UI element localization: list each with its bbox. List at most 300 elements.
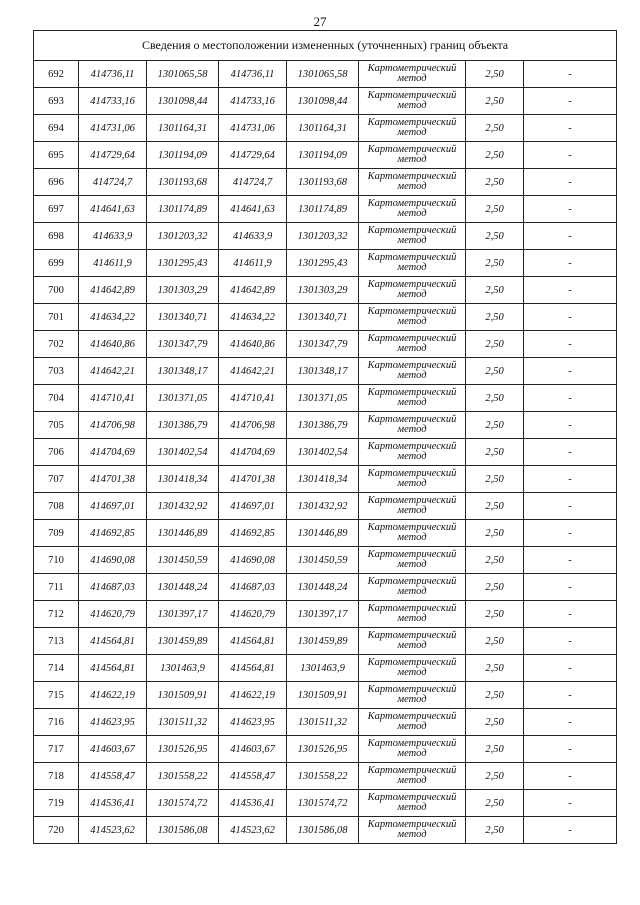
x-coordinate-refined: 414697,01 [219, 493, 287, 520]
determination-method [359, 61, 466, 88]
y-coordinate-existing: 1301348,17 [147, 358, 219, 385]
method-line-1: Картометрический [367, 792, 457, 803]
method-line-2: метод [397, 208, 427, 219]
table-body [34, 31, 617, 844]
description-value: - [524, 520, 617, 547]
table-row [34, 547, 617, 574]
method-line-1: Картометрический [367, 630, 457, 641]
y-coordinate-refined: 1301446,89 [287, 520, 359, 547]
x-coordinate-existing: 414611,9 [79, 250, 147, 277]
method-line-2: метод [397, 451, 427, 462]
x-coordinate-existing: 414623,95 [79, 709, 147, 736]
x-coordinate-refined: 414736,11 [219, 61, 287, 88]
table-row [34, 196, 617, 223]
point-number: 717 [34, 736, 79, 763]
method-line-2: метод [397, 694, 427, 705]
x-coordinate-existing: 414697,01 [79, 493, 147, 520]
table-row [34, 223, 617, 250]
description-value: - [524, 412, 617, 439]
x-coordinate-refined: 414642,89 [219, 277, 287, 304]
description-value: - [524, 223, 617, 250]
y-coordinate-refined: 1301386,79 [287, 412, 359, 439]
method-line-1: Картометрический [367, 441, 457, 452]
description-value: - [524, 709, 617, 736]
y-coordinate-existing: 1301526,95 [147, 736, 219, 763]
accuracy-value: 2,50 [466, 763, 524, 790]
x-coordinate-existing: 414724,7 [79, 169, 147, 196]
method-line-2: метод [397, 775, 427, 786]
y-coordinate-refined: 1301164,31 [287, 115, 359, 142]
x-coordinate-existing: 414701,38 [79, 466, 147, 493]
method-line-2: метод [397, 262, 427, 273]
method-line-2: метод [397, 505, 427, 516]
description-value: - [524, 466, 617, 493]
description-value: - [524, 601, 617, 628]
y-coordinate-existing: 1301164,31 [147, 115, 219, 142]
determination-method [359, 142, 466, 169]
point-number: 698 [34, 223, 79, 250]
y-coordinate-refined: 1301295,43 [287, 250, 359, 277]
method-line-2: метод [397, 829, 427, 840]
y-coordinate-existing: 1301397,17 [147, 601, 219, 628]
x-coordinate-refined: 414633,9 [219, 223, 287, 250]
method-line-1: Картометрический [367, 468, 457, 479]
x-coordinate-refined: 414642,21 [219, 358, 287, 385]
description-value: - [524, 358, 617, 385]
y-coordinate-existing: 1301347,79 [147, 331, 219, 358]
determination-method [359, 709, 466, 736]
x-coordinate-existing: 414536,41 [79, 790, 147, 817]
table-row [34, 628, 617, 655]
y-coordinate-refined: 1301397,17 [287, 601, 359, 628]
method-line-2: метод [397, 73, 427, 84]
y-coordinate-existing: 1301463,9 [147, 655, 219, 682]
method-line-1: Картометрический [367, 90, 457, 101]
table-row [34, 331, 617, 358]
point-number: 701 [34, 304, 79, 331]
method-line-1: Картометрический [367, 765, 457, 776]
determination-method [359, 115, 466, 142]
accuracy-value: 2,50 [466, 493, 524, 520]
x-coordinate-existing: 414620,79 [79, 601, 147, 628]
x-coordinate-refined: 414622,19 [219, 682, 287, 709]
method-line-1: Картометрический [367, 306, 457, 317]
table-row [34, 439, 617, 466]
accuracy-value: 2,50 [466, 358, 524, 385]
method-line-2: метод [397, 640, 427, 651]
table-row [34, 412, 617, 439]
y-coordinate-existing: 1301065,58 [147, 61, 219, 88]
accuracy-value: 2,50 [466, 304, 524, 331]
y-coordinate-refined: 1301347,79 [287, 331, 359, 358]
description-value: - [524, 250, 617, 277]
determination-method [359, 385, 466, 412]
y-coordinate-refined: 1301509,91 [287, 682, 359, 709]
method-line-2: метод [397, 586, 427, 597]
determination-method [359, 493, 466, 520]
point-number: 704 [34, 385, 79, 412]
description-value: - [524, 547, 617, 574]
method-line-2: метод [397, 181, 427, 192]
y-coordinate-refined: 1301194,09 [287, 142, 359, 169]
y-coordinate-existing: 1301586,08 [147, 817, 219, 844]
table-row [34, 304, 617, 331]
description-value: - [524, 574, 617, 601]
x-coordinate-existing: 414642,89 [79, 277, 147, 304]
description-value: - [524, 655, 617, 682]
x-coordinate-existing: 414736,11 [79, 61, 147, 88]
y-coordinate-existing: 1301450,59 [147, 547, 219, 574]
description-value: - [524, 385, 617, 412]
y-coordinate-refined: 1301448,24 [287, 574, 359, 601]
determination-method [359, 682, 466, 709]
x-coordinate-existing: 414729,64 [79, 142, 147, 169]
x-coordinate-refined: 414634,22 [219, 304, 287, 331]
y-coordinate-refined: 1301558,22 [287, 763, 359, 790]
y-coordinate-existing: 1301402,54 [147, 439, 219, 466]
y-coordinate-refined: 1301402,54 [287, 439, 359, 466]
method-line-2: метод [397, 100, 427, 111]
accuracy-value: 2,50 [466, 709, 524, 736]
x-coordinate-refined: 414729,64 [219, 142, 287, 169]
accuracy-value: 2,50 [466, 385, 524, 412]
accuracy-value: 2,50 [466, 817, 524, 844]
determination-method [359, 196, 466, 223]
determination-method [359, 169, 466, 196]
x-coordinate-existing: 414523,62 [79, 817, 147, 844]
y-coordinate-existing: 1301203,32 [147, 223, 219, 250]
x-coordinate-refined: 414731,06 [219, 115, 287, 142]
method-line-2: метод [397, 721, 427, 732]
point-number: 716 [34, 709, 79, 736]
y-coordinate-existing: 1301295,43 [147, 250, 219, 277]
method-line-1: Картометрический [367, 360, 457, 371]
point-number: 712 [34, 601, 79, 628]
x-coordinate-refined: 414564,81 [219, 628, 287, 655]
determination-method [359, 358, 466, 385]
point-number: 720 [34, 817, 79, 844]
table-row [34, 466, 617, 493]
description-value: - [524, 277, 617, 304]
point-number: 718 [34, 763, 79, 790]
y-coordinate-refined: 1301065,58 [287, 61, 359, 88]
point-number: 693 [34, 88, 79, 115]
x-coordinate-refined: 414706,98 [219, 412, 287, 439]
point-number: 700 [34, 277, 79, 304]
determination-method [359, 655, 466, 682]
determination-method [359, 223, 466, 250]
accuracy-value: 2,50 [466, 196, 524, 223]
table-row [34, 61, 617, 88]
point-number: 713 [34, 628, 79, 655]
point-number: 703 [34, 358, 79, 385]
table-row [34, 358, 617, 385]
method-line-2: метод [397, 343, 427, 354]
accuracy-value: 2,50 [466, 142, 524, 169]
method-line-1: Картометрический [367, 657, 457, 668]
table-row [34, 655, 617, 682]
x-coordinate-refined: 414687,03 [219, 574, 287, 601]
x-coordinate-refined: 414640,86 [219, 331, 287, 358]
x-coordinate-existing: 414558,47 [79, 763, 147, 790]
point-number: 696 [34, 169, 79, 196]
determination-method [359, 817, 466, 844]
y-coordinate-refined: 1301511,32 [287, 709, 359, 736]
accuracy-value: 2,50 [466, 250, 524, 277]
y-coordinate-existing: 1301446,89 [147, 520, 219, 547]
table-row [34, 169, 617, 196]
method-line-1: Картометрический [367, 279, 457, 290]
boundary-coordinates-table [33, 30, 617, 844]
x-coordinate-refined: 414558,47 [219, 763, 287, 790]
accuracy-value: 2,50 [466, 466, 524, 493]
point-number: 710 [34, 547, 79, 574]
description-value: - [524, 142, 617, 169]
table-row [34, 790, 617, 817]
method-line-1: Картометрический [367, 495, 457, 506]
x-coordinate-refined: 414641,63 [219, 196, 287, 223]
method-line-1: Картометрический [367, 333, 457, 344]
table-row [34, 88, 617, 115]
accuracy-value: 2,50 [466, 277, 524, 304]
method-line-2: метод [397, 424, 427, 435]
accuracy-value: 2,50 [466, 61, 524, 88]
table-row [34, 520, 617, 547]
point-number: 692 [34, 61, 79, 88]
method-line-2: метод [397, 235, 427, 246]
y-coordinate-existing: 1301574,72 [147, 790, 219, 817]
y-coordinate-existing: 1301558,22 [147, 763, 219, 790]
method-line-2: метод [397, 370, 427, 381]
y-coordinate-existing: 1301511,32 [147, 709, 219, 736]
method-line-1: Картометрический [367, 684, 457, 695]
table-row [34, 763, 617, 790]
y-coordinate-existing: 1301448,24 [147, 574, 219, 601]
accuracy-value: 2,50 [466, 790, 524, 817]
method-line-2: метод [397, 154, 427, 165]
y-coordinate-refined: 1301098,44 [287, 88, 359, 115]
determination-method [359, 574, 466, 601]
accuracy-value: 2,50 [466, 628, 524, 655]
y-coordinate-refined: 1301193,68 [287, 169, 359, 196]
determination-method [359, 331, 466, 358]
y-coordinate-existing: 1301509,91 [147, 682, 219, 709]
accuracy-value: 2,50 [466, 682, 524, 709]
method-line-1: Картометрический [367, 171, 457, 182]
accuracy-value: 2,50 [466, 520, 524, 547]
table-row [34, 277, 617, 304]
accuracy-value: 2,50 [466, 601, 524, 628]
x-coordinate-existing: 414564,81 [79, 628, 147, 655]
description-value: - [524, 682, 617, 709]
method-line-1: Картометрический [367, 819, 457, 830]
method-line-2: метод [397, 559, 427, 570]
table-row [34, 682, 617, 709]
method-line-1: Картометрический [367, 522, 457, 533]
method-line-1: Картометрический [367, 387, 457, 398]
description-value: - [524, 115, 617, 142]
y-coordinate-refined: 1301459,89 [287, 628, 359, 655]
determination-method [359, 736, 466, 763]
table-row [34, 493, 617, 520]
y-coordinate-existing: 1301340,71 [147, 304, 219, 331]
x-coordinate-refined: 414523,62 [219, 817, 287, 844]
determination-method [359, 439, 466, 466]
description-value: - [524, 304, 617, 331]
table-row [34, 250, 617, 277]
determination-method [359, 628, 466, 655]
determination-method [359, 412, 466, 439]
method-line-1: Картометрический [367, 549, 457, 560]
point-number: 719 [34, 790, 79, 817]
method-line-2: метод [397, 532, 427, 543]
point-number: 705 [34, 412, 79, 439]
determination-method [359, 250, 466, 277]
y-coordinate-refined: 1301203,32 [287, 223, 359, 250]
determination-method [359, 520, 466, 547]
y-coordinate-refined: 1301418,34 [287, 466, 359, 493]
x-coordinate-refined: 414692,85 [219, 520, 287, 547]
description-value: - [524, 61, 617, 88]
method-line-2: метод [397, 316, 427, 327]
y-coordinate-refined: 1301348,17 [287, 358, 359, 385]
determination-method [359, 304, 466, 331]
determination-method [359, 466, 466, 493]
point-number: 702 [34, 331, 79, 358]
table-row [34, 736, 617, 763]
point-number: 706 [34, 439, 79, 466]
method-line-1: Картометрический [367, 63, 457, 74]
y-coordinate-refined: 1301174,89 [287, 196, 359, 223]
y-coordinate-refined: 1301463,9 [287, 655, 359, 682]
description-value: - [524, 817, 617, 844]
point-number: 708 [34, 493, 79, 520]
method-line-2: метод [397, 802, 427, 813]
method-line-1: Картометрический [367, 144, 457, 155]
point-number: 707 [34, 466, 79, 493]
y-coordinate-refined: 1301574,72 [287, 790, 359, 817]
y-coordinate-refined: 1301371,05 [287, 385, 359, 412]
description-value: - [524, 331, 617, 358]
description-value: - [524, 439, 617, 466]
x-coordinate-existing: 414622,19 [79, 682, 147, 709]
method-line-1: Картометрический [367, 738, 457, 749]
method-line-1: Картометрический [367, 117, 457, 128]
determination-method [359, 88, 466, 115]
table-row [34, 601, 617, 628]
method-line-1: Картометрический [367, 711, 457, 722]
method-line-1: Картометрический [367, 414, 457, 425]
x-coordinate-existing: 414640,86 [79, 331, 147, 358]
x-coordinate-refined: 414620,79 [219, 601, 287, 628]
x-coordinate-existing: 414687,03 [79, 574, 147, 601]
description-value: - [524, 628, 617, 655]
y-coordinate-existing: 1301418,34 [147, 466, 219, 493]
x-coordinate-existing: 414710,41 [79, 385, 147, 412]
method-line-1: Картометрический [367, 225, 457, 236]
y-coordinate-refined: 1301432,92 [287, 493, 359, 520]
point-number: 695 [34, 142, 79, 169]
y-coordinate-refined: 1301303,29 [287, 277, 359, 304]
x-coordinate-refined: 414623,95 [219, 709, 287, 736]
accuracy-value: 2,50 [466, 331, 524, 358]
accuracy-value: 2,50 [466, 547, 524, 574]
accuracy-value: 2,50 [466, 88, 524, 115]
determination-method [359, 763, 466, 790]
method-line-2: метод [397, 127, 427, 138]
x-coordinate-refined: 414704,69 [219, 439, 287, 466]
point-number: 697 [34, 196, 79, 223]
x-coordinate-existing: 414641,63 [79, 196, 147, 223]
page-number: 27 [313, 14, 327, 29]
y-coordinate-existing: 1301459,89 [147, 628, 219, 655]
method-line-1: Картометрический [367, 603, 457, 614]
x-coordinate-refined: 414611,9 [219, 250, 287, 277]
table-row [34, 142, 617, 169]
table-row [34, 385, 617, 412]
method-line-2: метод [397, 667, 427, 678]
y-coordinate-existing: 1301386,79 [147, 412, 219, 439]
point-number: 711 [34, 574, 79, 601]
determination-method [359, 601, 466, 628]
x-coordinate-refined: 414564,81 [219, 655, 287, 682]
description-value: - [524, 169, 617, 196]
table-row [34, 115, 617, 142]
point-number: 699 [34, 250, 79, 277]
description-value: - [524, 196, 617, 223]
y-coordinate-existing: 1301432,92 [147, 493, 219, 520]
accuracy-value: 2,50 [466, 439, 524, 466]
x-coordinate-existing: 414731,06 [79, 115, 147, 142]
x-coordinate-existing: 414633,9 [79, 223, 147, 250]
point-number: 715 [34, 682, 79, 709]
x-coordinate-refined: 414603,67 [219, 736, 287, 763]
table-header-row [34, 31, 617, 61]
y-coordinate-refined: 1301340,71 [287, 304, 359, 331]
method-line-2: метод [397, 289, 427, 300]
method-line-2: метод [397, 748, 427, 759]
x-coordinate-refined: 414690,08 [219, 547, 287, 574]
accuracy-value: 2,50 [466, 412, 524, 439]
y-coordinate-existing: 1301193,68 [147, 169, 219, 196]
method-line-1: Картометрический [367, 198, 457, 209]
point-number: 694 [34, 115, 79, 142]
x-coordinate-refined: 414710,41 [219, 385, 287, 412]
method-line-2: метод [397, 613, 427, 624]
y-coordinate-refined: 1301450,59 [287, 547, 359, 574]
y-coordinate-existing: 1301303,29 [147, 277, 219, 304]
determination-method [359, 547, 466, 574]
y-coordinate-existing: 1301174,89 [147, 196, 219, 223]
method-line-2: метод [397, 478, 427, 489]
method-line-2: метод [397, 397, 427, 408]
x-coordinate-existing: 414690,08 [79, 547, 147, 574]
accuracy-value: 2,50 [466, 169, 524, 196]
y-coordinate-refined: 1301526,95 [287, 736, 359, 763]
x-coordinate-existing: 414706,98 [79, 412, 147, 439]
description-value: - [524, 493, 617, 520]
description-value: - [524, 736, 617, 763]
method-line-1: Картометрический [367, 252, 457, 263]
determination-method [359, 790, 466, 817]
x-coordinate-existing: 414564,81 [79, 655, 147, 682]
x-coordinate-refined: 414733,16 [219, 88, 287, 115]
x-coordinate-existing: 414692,85 [79, 520, 147, 547]
x-coordinate-refined: 414724,7 [219, 169, 287, 196]
accuracy-value: 2,50 [466, 115, 524, 142]
x-coordinate-existing: 414634,22 [79, 304, 147, 331]
method-line-1: Картометрический [367, 576, 457, 587]
